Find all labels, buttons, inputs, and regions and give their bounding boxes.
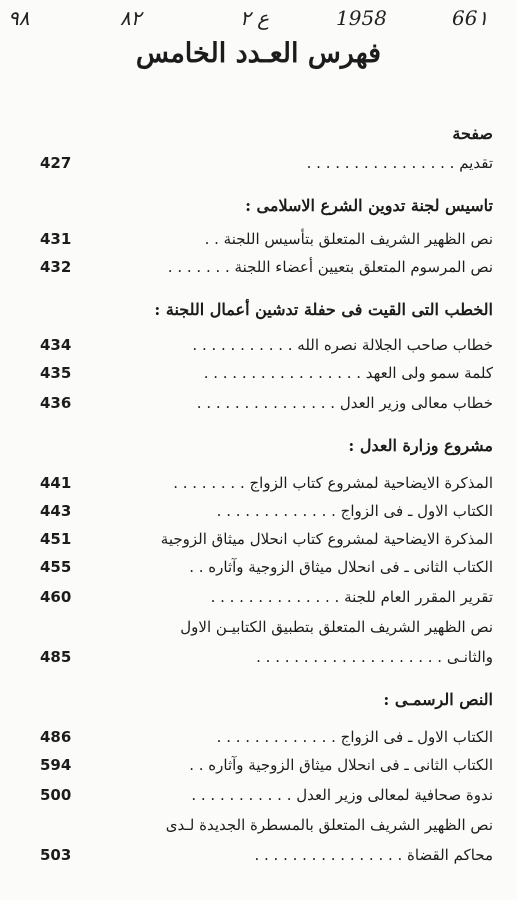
toc-entry-text: المذكرة الايضاحية لمشروع كتاب انحلال ميثاق الزوجية: [160, 530, 493, 548]
toc-entry-text: الكتاب الاول ـ فى الزواج . . . . . . . . . . . . .: [216, 502, 493, 520]
toc-entry-text: محاكم القضاة . . . . . . . . . . . . . . . .: [254, 846, 493, 864]
toc-entry: [0, 394, 517, 418]
toc-entry: [0, 786, 517, 810]
toc-entry: [0, 336, 517, 360]
section-heading: مشروع وزارة العدل :: [348, 436, 493, 455]
toc-entry-text: المذكرة الايضاحية لمشروع كتاب الزواج . . . . . . . .: [173, 474, 493, 492]
toc-entry-text: والثانـى . . . . . . . . . . . . . . . . . . . .: [256, 648, 493, 666]
toc-entry: [0, 846, 517, 870]
toc-entry-text: كلمة سمو ولى العهد . . . . . . . . . . . . . . . . .: [203, 364, 493, 382]
toc-entry: [0, 474, 517, 498]
toc-entry-page: 436: [40, 394, 72, 412]
toc-entry-text-line: نص الظهير الشريف المتعلق بتطبيق الكتابيـن الاول: [180, 618, 493, 636]
toc-entry-page: 441: [40, 474, 72, 492]
toc-entry-page: 427: [40, 154, 72, 172]
toc-entry-text: ندوة صحافية لمعالى وزير العدل . . . . . . . . . . .: [191, 786, 493, 804]
toc-entry-page: 455: [40, 558, 72, 576]
toc-entry-page: 434: [40, 336, 72, 354]
toc-entry-text: نص المرسوم المتعلق بتعيين أعضاء اللجنة . . . . . . .: [167, 258, 493, 276]
handwritten-mark-4: 1958: [336, 6, 387, 30]
toc-entry: [0, 154, 517, 178]
toc-entry-page: 503: [40, 846, 72, 864]
section-heading: تاسيس لجنة تدوين الشرع الاسلامى :: [245, 196, 493, 215]
toc-entry-page: 435: [40, 364, 72, 382]
toc-entry-text: تقرير المقرر العام للجنة . . . . . . . . . . . . . .: [210, 588, 493, 606]
toc-entry-page: 443: [40, 502, 72, 520]
toc-entry-text: الكتاب الثانى ـ فى انحلال ميثاق الزوجية وآثاره . .: [189, 558, 493, 576]
toc-entry: [0, 756, 517, 780]
toc-entry-text: الكتاب الاول ـ فى الزواج . . . . . . . . . . . . .: [216, 728, 493, 746]
handwritten-mark-3: ع ٢: [240, 6, 270, 30]
handwritten-mark-2: ٨٢: [120, 6, 142, 30]
toc-entry: [0, 530, 517, 554]
toc-entry-page: 500: [40, 786, 72, 804]
handwritten-mark-1: ٩٨: [8, 6, 30, 30]
toc-entry: [0, 558, 517, 582]
toc-entry-text: خطاب صاحب الجلالة نصره الله . . . . . . . . . . .: [192, 336, 493, 354]
toc-entry-text: تقديم . . . . . . . . . . . . . . . .: [306, 154, 493, 172]
toc-entry-text-line: نص الظهير الشريف المتعلق بالمسطرة الجديدة لـدى: [165, 816, 493, 834]
toc-entry-page: 460: [40, 588, 72, 606]
handwritten-mark-5: 66١: [452, 6, 489, 30]
page-title: فهرس العـدد الخامس: [135, 38, 382, 69]
toc-entry-page: 451: [40, 530, 72, 548]
toc-entry-text: نص الظهير الشريف المتعلق بتأسيس اللجنة . .: [204, 230, 493, 248]
toc-entry-page: 485: [40, 648, 72, 666]
toc-entry: [0, 728, 517, 752]
toc-entry-page: 431: [40, 230, 72, 248]
toc-entry-text: خطاب معالى وزير العدل . . . . . . . . . . . . . . .: [196, 394, 493, 412]
toc-entry-text: الكتاب الثانى ـ فى انحلال ميثاق الزوجية وآثاره . .: [189, 756, 493, 774]
toc-entry-page: 432: [40, 258, 72, 276]
toc-entry: [0, 648, 517, 672]
toc-entry: [0, 258, 517, 282]
toc-entry: [0, 230, 517, 254]
toc-entry: [0, 502, 517, 526]
section-heading: الخطب التى القيت فى حفلة تدشين أعمال اللجنة :: [154, 300, 493, 319]
toc-entry: [0, 364, 517, 388]
toc-entry: [0, 588, 517, 612]
page-column-header: صفحة: [452, 124, 493, 143]
section-heading: النص الرسمـى :: [383, 690, 493, 709]
toc-entry-page: 594: [40, 756, 72, 774]
toc-entry-page: 486: [40, 728, 72, 746]
